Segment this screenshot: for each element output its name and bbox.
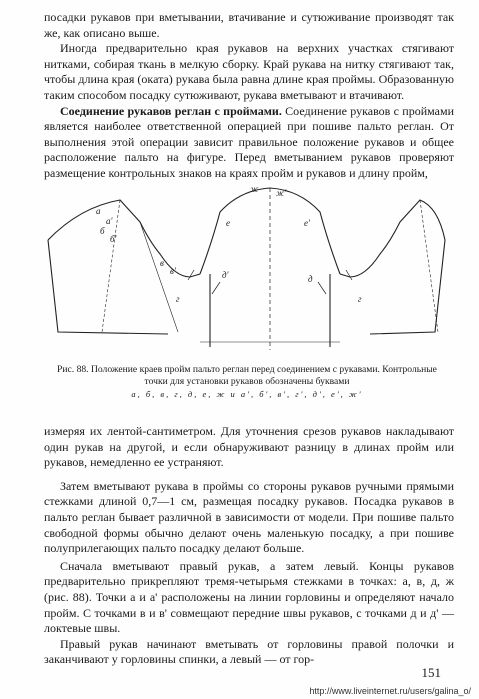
label-d: д [308,274,313,284]
label-b: б [100,226,105,236]
caption-text: Рис. 88. Положение краев пройм пальто реглан перед соединением с рукавами. Контрольные точки для установки рукавов обозначены буквами [57,364,437,387]
section-heading: Соединение рукавов реглан с проймами. [60,103,282,118]
label-a-prime: а' [106,216,113,226]
paragraph-start: Правый рукав начинают вметывать от горловины правой полочки и заканчивают у горловины спинки, а левый — от гор- [44,636,454,667]
paragraph-continuation: посадки рукавов при вметывании, втачивание и сутюживание производят так же, как описано выше. [44,10,454,40]
label-b-prime: б' [110,234,117,244]
label-d-prime: д' [222,270,229,280]
paragraph-baste: Затем вметывают рукава в проймы со стороны рукавов ручными прямыми стежками длиной 0,7—1 см, размещая посадку рукавов. Посадка рукавов в пальто реглан бывает различной в зависимости от модели. При пошиве пальто свободной формы обычно делают очень маленькую посадку, а при пошиве полуприлегающих пальто посадку делают больше. [44,478,454,556]
caption-letters: а, б, в, г, д, е, ж и а', б', в', г', д', е', ж' [131,389,363,399]
top-text [44,10,454,182]
figure-caption [52,364,442,400]
label-v-prime: в' [170,266,176,276]
paragraph-raglan [44,104,454,182]
label-e-prime: е' [304,218,310,228]
paragraph-gathering: Иногда предварительно края рукавов на верхних участках стягивают нитками, собирая ткань в мелкую сборку. Край рукава на нитку стягивают так, чтобы длина края (оката) рукава была равна длине края проймы. Образованную таким способом посадку сутюживают, рукава вметывают и втачивают. [44,41,454,102]
label-zh-prime: ж' [276,188,287,198]
paragraph-measure: измеряя их лентой-сантиметром. Для уточнения срезов рукавов накладывают один рукав на другой, и если обнаруживают разницу в длинах пройм или рукавов, немедленно ее устраняют. [44,424,454,470]
label-zh: ж [250,184,259,194]
paragraph-right-sleeve: Сначала вметывают правый рукав, а затем левый. Концы рукавов предварительно прикрепляют тремя-четырьмя стежками в точках: а, в, д, ж (рис. 88). Точки а и а' расположены на линии горловины и определяют начало пройм. С точками в и в' совмещают передние швы рукавов, с точками д и д' — локтевые швы. [44,558,454,636]
bottom-text [44,424,454,668]
label-g-right: г [358,294,362,304]
watermark-url: http://www.liveinternet.ru/users/galina_o/ [309,686,471,696]
figure-88-armhole-drawing [40,182,450,360]
label-g-left: г [176,294,180,304]
paragraph-raglan-text: Соединение рукавов с проймами является наиболее ответственной операцией при пошиве пальто реглан. От выполнения этой операции зависит правильное положение рукавов и общее расположение пальто на фигуре. Перед вметыванием рукавов проверяют размещение контрольных знаков на краях пройм и рукавов и длину пройм, [44,103,454,180]
label-a: а [96,206,101,216]
label-v: в [160,258,164,268]
page-number: 151 [421,665,441,680]
label-e: е [226,218,230,228]
